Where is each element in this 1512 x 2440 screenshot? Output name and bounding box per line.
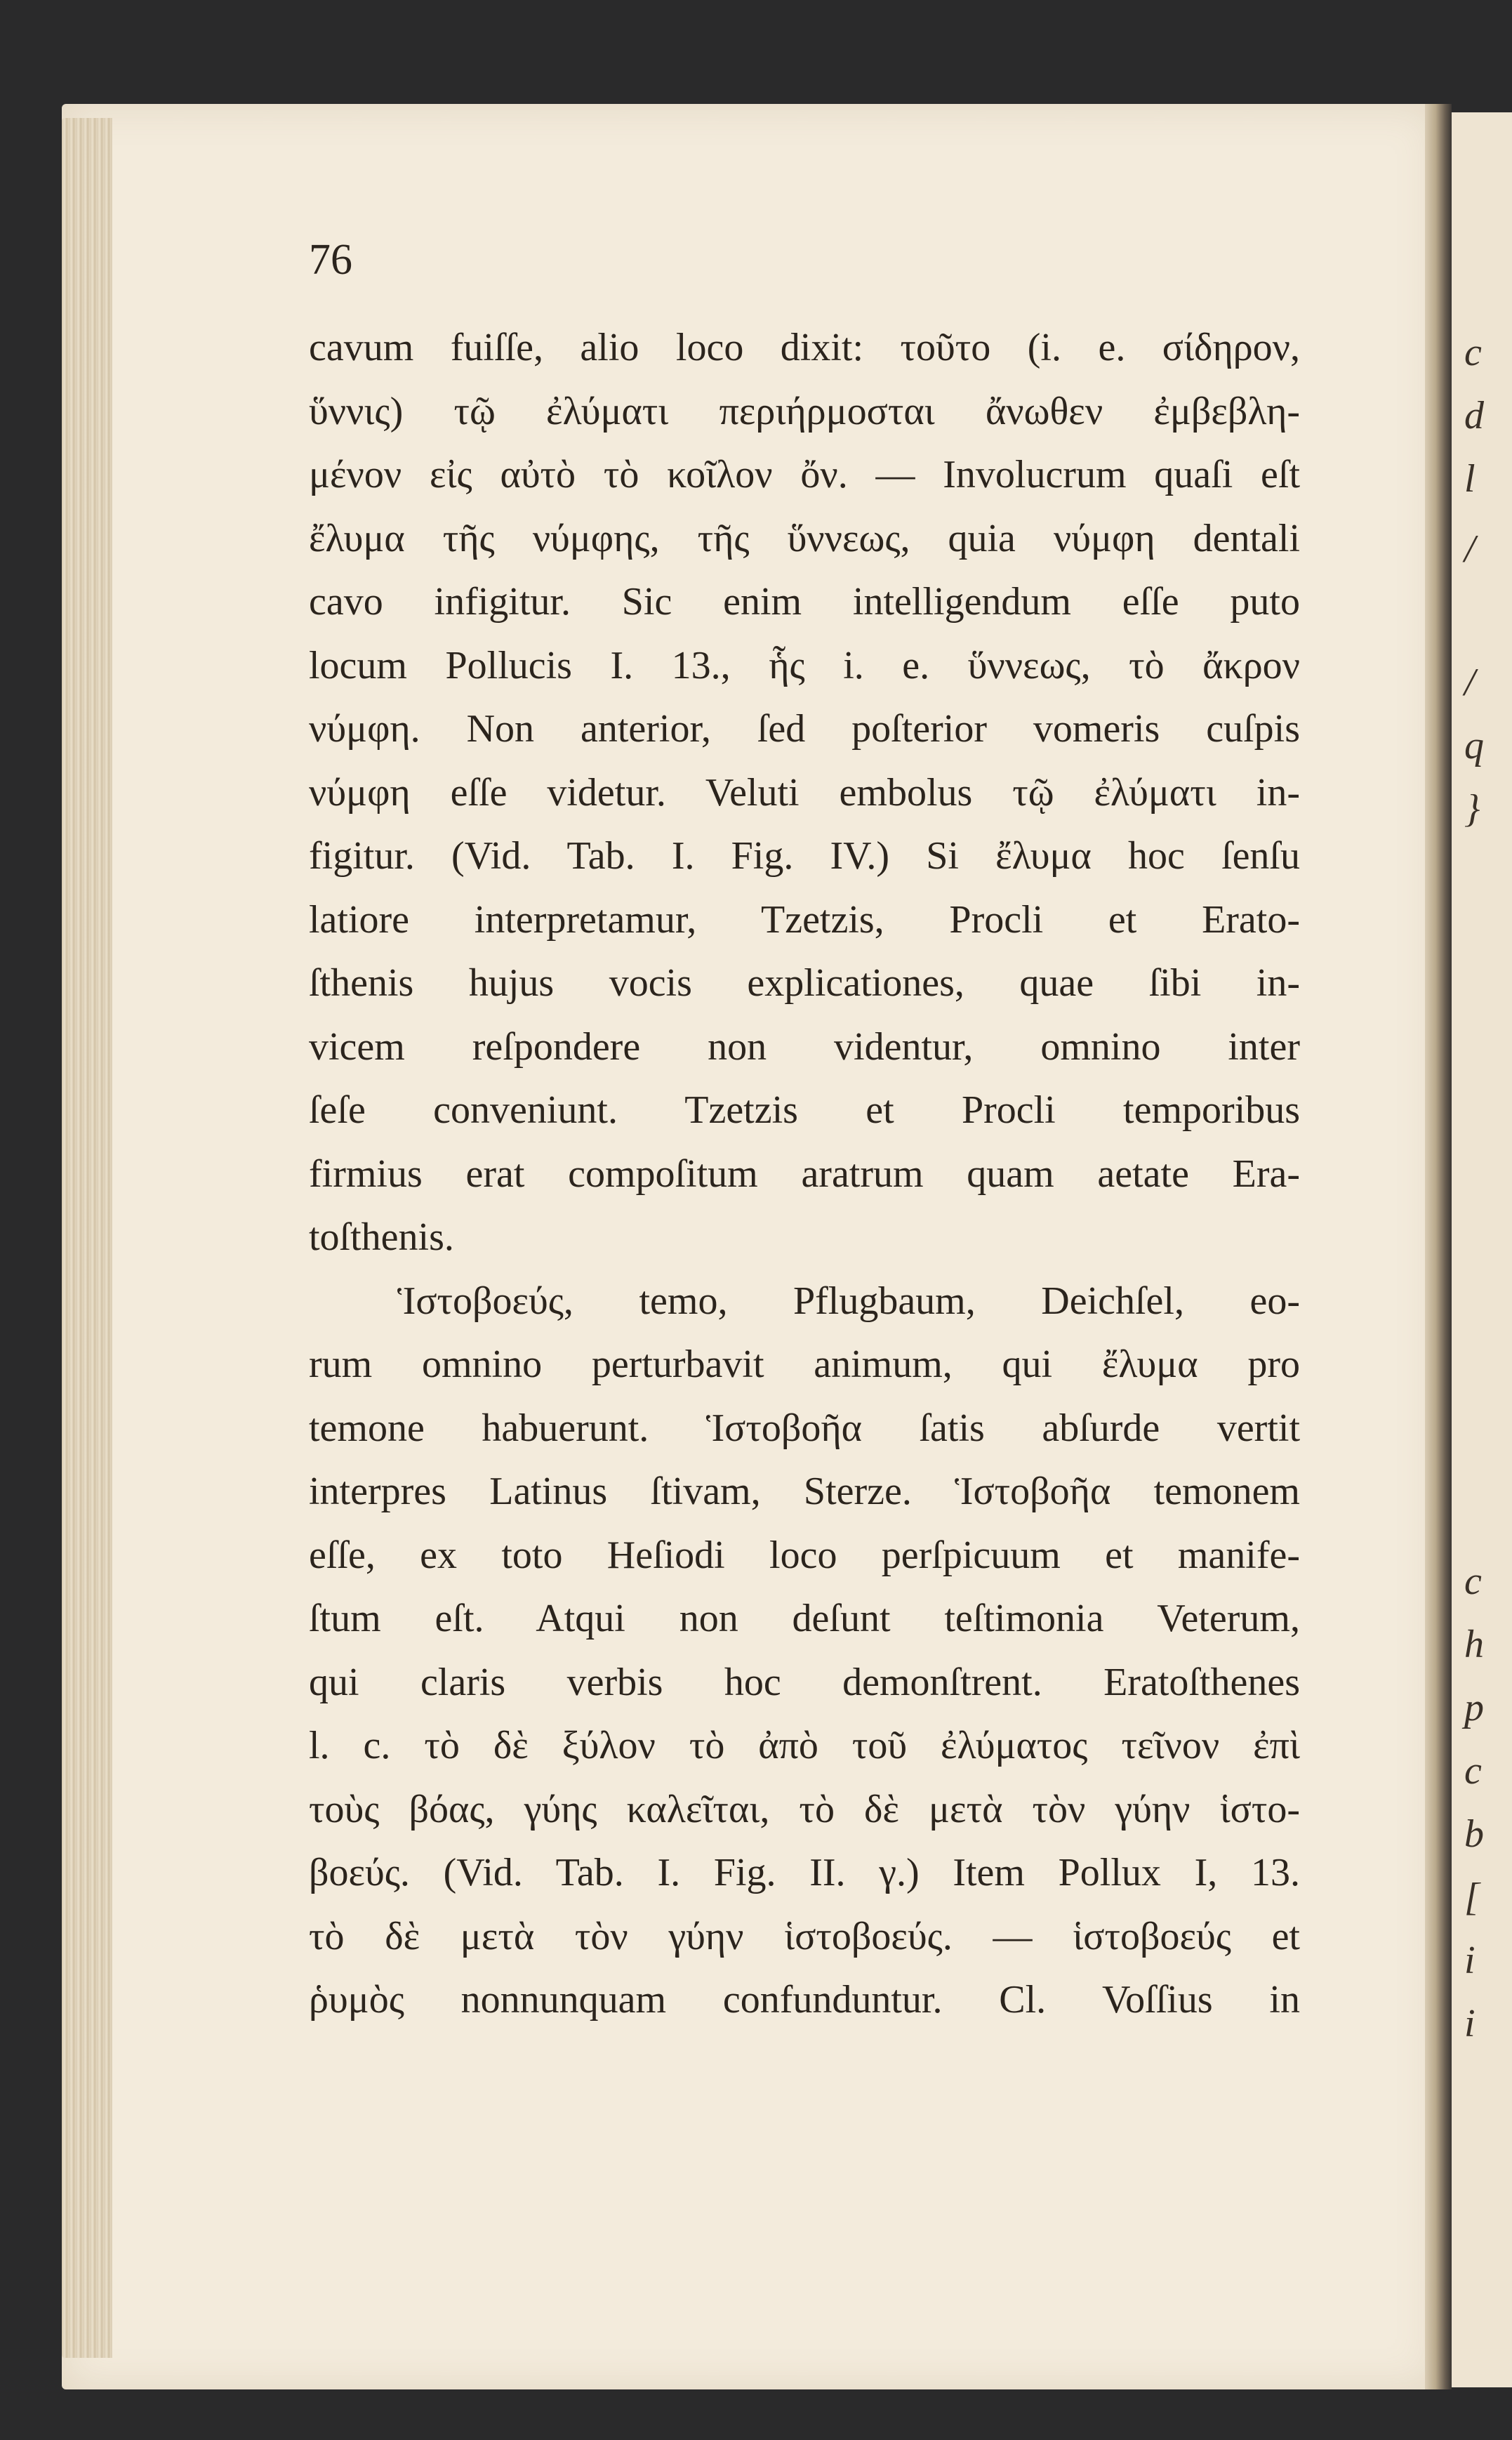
text-line: firmius erat compoſitum aratrum quam aetate Era-	[309, 1152, 1300, 1196]
next-page-fragment: q	[1464, 724, 1484, 767]
next-page-fragment: }	[1464, 787, 1480, 831]
next-page-fragment: i	[1464, 1939, 1475, 1982]
next-page-fragment: p	[1464, 1686, 1484, 1729]
text-line: ſthenis hujus vocis explicationes, quae ſibi in-	[309, 961, 1300, 1005]
next-page-edge	[1452, 112, 1512, 2387]
text-line: latiore interpretamur, Tzetzis, Procli et Erato-	[309, 897, 1300, 942]
text-line: temone habuerunt. Ἱστοβοῆα ſatis abſurde vertit	[309, 1406, 1300, 1450]
next-page-fragment: b	[1464, 1812, 1484, 1856]
text-line: cavum fuiſſe, alio loco dixit: τοῦτο (i. e. σίδηρον,	[309, 326, 1300, 369]
text-line: νύμφη. Non anterior, ſed poſterior vomeris cuſpis	[309, 707, 1300, 751]
body-text	[309, 316, 1300, 2032]
next-page-fragment: d	[1464, 394, 1484, 437]
text-line: l. c. τὸ δὲ ξύλον τὸ ἀπὸ τοῦ ἐλύματος τεῖνον ἐπὶ	[309, 1724, 1300, 1767]
text-line: νύμφη eſſe videtur. Veluti embolus τῷ ἐλύματι in-	[309, 770, 1300, 815]
page-edges	[62, 118, 112, 2358]
text-line: qui claris verbis hoc demonſtrent. Eratoſthenes	[309, 1660, 1300, 1704]
text-line: τὸ δὲ μετὰ τὸν γύην ἱστοβοεύς. — ἱστοβοεύς et	[309, 1914, 1300, 1958]
text-line: ſtum eſt. Atqui non deſunt teſtimonia Veterum,	[309, 1597, 1300, 1640]
next-page-fragment: c	[1464, 1559, 1482, 1603]
next-page-fragment: c	[1464, 1749, 1482, 1793]
text-line: locum Pollucis I. 13., ἧς i. e. ὕννεως, τὸ ἄκρον	[309, 643, 1300, 687]
next-page-fragment: c	[1464, 331, 1482, 374]
text-line: Ἱστοβοεύς, temo, Pflugbaum, Deichſel, eo-	[397, 1279, 1300, 1323]
next-page-fragment: h	[1464, 1623, 1484, 1666]
text-line: vicem reſpondere non videntur, omnino inter	[309, 1024, 1300, 1069]
text-line: ὕννις) τῷ ἐλύματι περιήρμοσται ἄνωθεν ἐμβεβλη-	[309, 389, 1300, 433]
text-line: interpres Latinus ſtivam, Sterze. Ἱστοβοῆα temonem	[309, 1470, 1300, 1513]
text-line: cavo infigitur. Sic enim intelligendum eſſe puto	[309, 580, 1300, 624]
next-page-fragment: /	[1464, 661, 1475, 704]
text-line: figitur. (Vid. Tab. I. Fig. IV.) Si ἔλυμα hoc ſenſu	[309, 834, 1300, 878]
text-line: μένον εἰς αὐτὸ τὸ κοῖλον ὄν. — Involucrum quaſi eſt	[309, 453, 1300, 496]
book-spine	[1425, 104, 1452, 2389]
text-line: βοεύς. (Vid. Tab. I. Fig. II. γ.) Item Pollux I, 13.	[309, 1851, 1300, 1894]
text-line: ſeſe conveniunt. Tzetzis et Procli temporibus	[309, 1088, 1300, 1132]
page-number: 76	[309, 236, 352, 284]
text-line: rum omnino perturbavit animum, qui ἔλυμα pro	[309, 1343, 1300, 1386]
text-line: ἔλυμα τῆς νύμφης, τῆς ὕννεως, quia νύμφη dentali	[309, 516, 1300, 560]
next-page-fragment: l	[1464, 457, 1475, 501]
text-line: eſſe, ex toto Heſiodi loco perſpicuum et manife-	[309, 1533, 1300, 1577]
text-line: τοὺς βόας, γύης καλεῖται, τὸ δὲ μετὰ τὸν γύην ἱστο-	[309, 1787, 1300, 1831]
text-line: toſthenis.	[309, 1215, 454, 1259]
text-line: ῥυμὸς nonnunquam confunduntur. Cl. Voſſius in	[309, 1978, 1300, 2022]
next-page-fragment: i	[1464, 2002, 1475, 2045]
next-page-fragment: [	[1464, 1875, 1480, 1919]
next-page-fragment: /	[1464, 527, 1475, 571]
